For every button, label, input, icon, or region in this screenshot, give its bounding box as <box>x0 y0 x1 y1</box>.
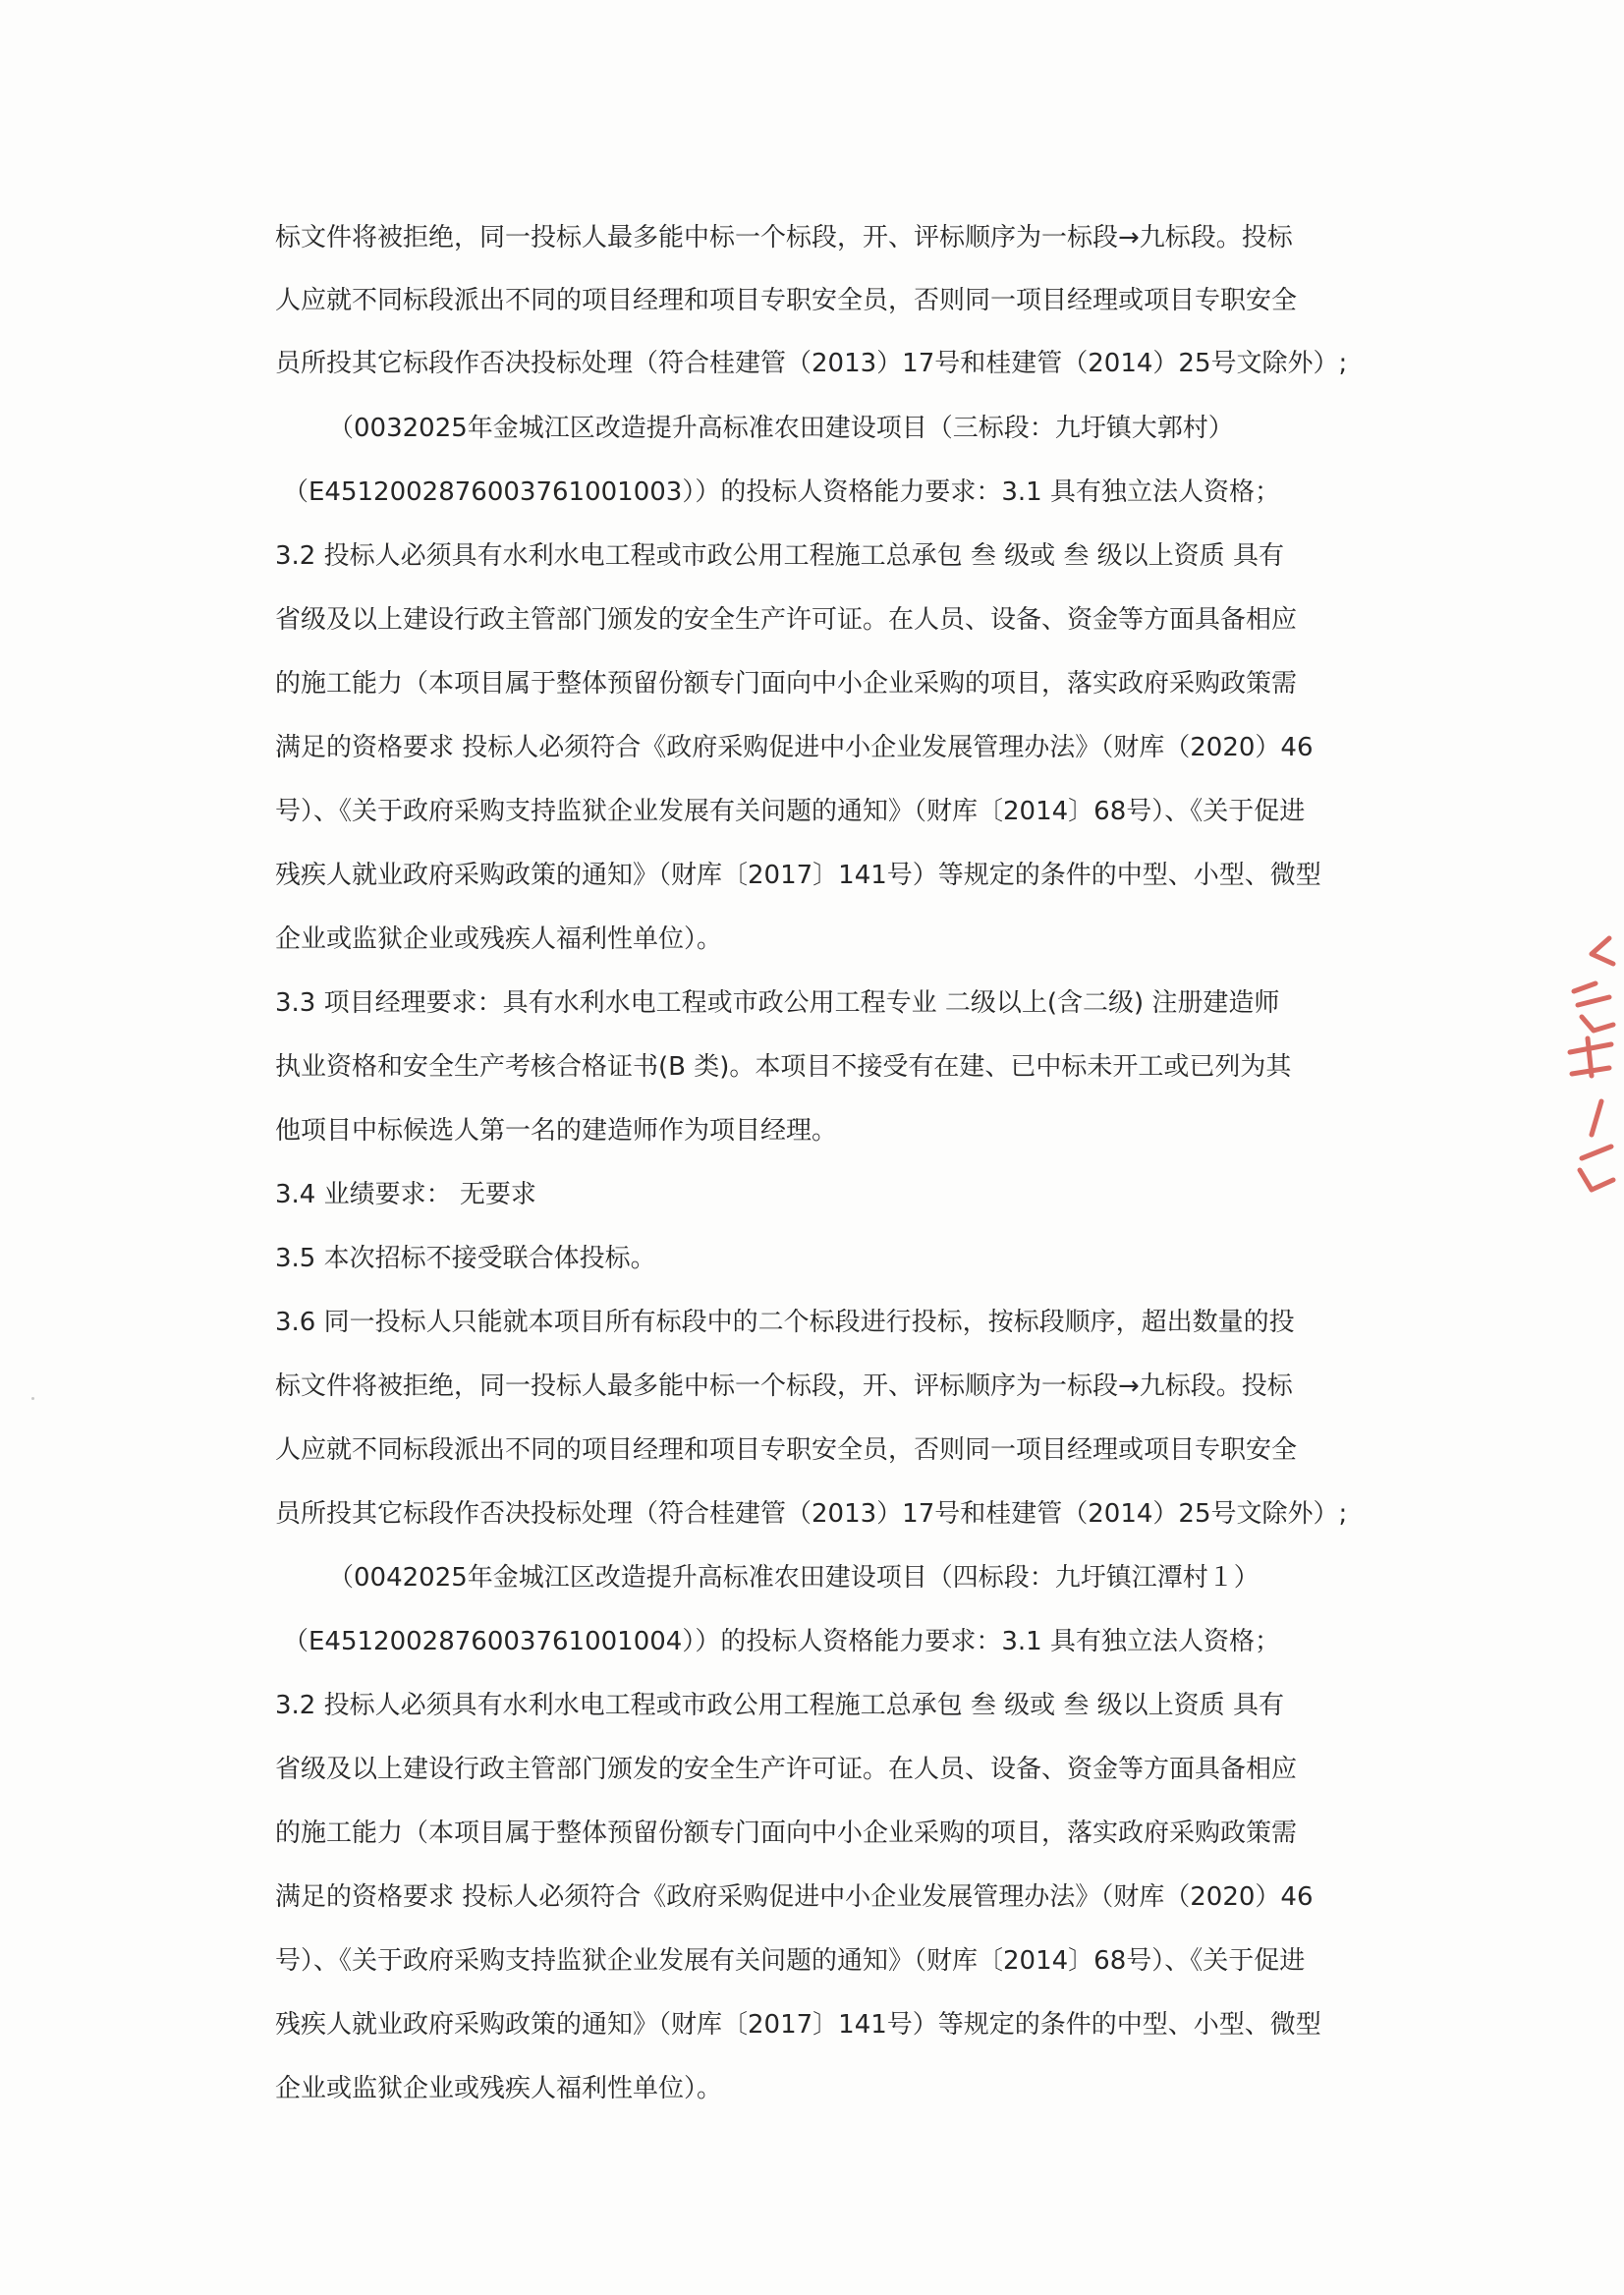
body-line-19: 标文件将被拒绝，同一投标人最多能中标一个标段，开、评标顺序为一标段→九标段。投标 <box>275 1371 1293 1401</box>
body-line-24: 3.2 投标人必须具有水利水电工程或市政公用工程施工总承包 叁 级或 叁 级以上资质 具有 <box>275 1691 1284 1720</box>
body-line-8: 的施工能力（本项目属于整体预留份额专门面向中小企业采购的项目，落实政府采购政策需 <box>275 669 1298 699</box>
body-line-29: 残疾人就业政府采购政策的通知》（财库〔2017〕141号）等规定的条件的中型、小型、微型 <box>275 2010 1321 2040</box>
body-line-7: 省级及以上建设行政主管部门颁发的安全生产许可证。在人员、设备、资金等方面具备相应 <box>275 605 1298 635</box>
lot-4-code-line: （E4512002876003761001004））的投标人资格能力要求：3.1 具有独立法人资格； <box>283 1627 1280 1656</box>
body-line-30: 企业或监狱企业或残疾人福利性单位）。 <box>275 2074 723 2103</box>
body-line-17: 3.5 本次招标不接受联合体投标。 <box>275 1244 656 1273</box>
body-line-10: 号）、《关于政府采购支持监狱企业发展有关问题的通知》（财库〔2014〕68号）、《关于促进 <box>275 797 1306 826</box>
section-heading-lot-3: （0032025年金城江区改造提升高标准农田建设项目（三标段：九圩镇大郭村） <box>328 414 1234 443</box>
body-line-28: 号）、《关于政府采购支持监狱企业发展有关问题的通知》（财库〔2014〕68号）、《关于促进 <box>275 1946 1306 1976</box>
body-line-12: 企业或监狱企业或残疾人福利性单位）。 <box>275 924 723 954</box>
body-line-26: 的施工能力（本项目属于整体预留份额专门面向中小企业采购的项目，落实政府采购政策需 <box>275 1819 1298 1848</box>
section-heading-lot-4: （0042025年金城江区改造提升高标准农田建设项目（四标段：九圩镇江潭村１） <box>328 1563 1260 1593</box>
body-line-18: 3.6 同一投标人只能就本项目所有标段中的二个标段进行投标，按标段顺序，超出数量的投 <box>275 1308 1295 1337</box>
body-line-6: 3.2 投标人必须具有水利水电工程或市政公用工程施工总承包 叁 级或 叁 级以上资质 具有 <box>275 541 1284 571</box>
body-line-11: 残疾人就业政府采购政策的通知》（财库〔2017〕141号）等规定的条件的中型、小型、微型 <box>275 861 1321 890</box>
body-line-2: 人应就不同标段派出不同的项目经理和项目专职安全员，否则同一项目经理或项目专职安全 <box>275 286 1298 315</box>
partial-seal-stamp <box>1552 928 1617 1203</box>
body-line-13: 3.3 项目经理要求：具有水利水电工程或市政公用工程专业 二级以上(含二级) 注册建造师 <box>275 988 1280 1018</box>
body-line-3: 员所投其它标段作否决投标处理（符合桂建管（2013）17号和桂建管（2014）25号文除外）; <box>275 349 1348 378</box>
body-line-25: 省级及以上建设行政主管部门颁发的安全生产许可证。在人员、设备、资金等方面具备相应 <box>275 1755 1298 1784</box>
body-line-21: 员所投其它标段作否决投标处理（符合桂建管（2013）17号和桂建管（2014）25号文除外）; <box>275 1499 1348 1529</box>
body-line-27: 满足的资格要求 投标人必须符合《政府采购促进中小企业发展管理办法》（财库（2020）46 <box>275 1882 1314 1912</box>
body-line-1: 标文件将被拒绝，同一投标人最多能中标一个标段，开、评标顺序为一标段→九标段。投标 <box>275 223 1293 252</box>
body-line-9: 满足的资格要求 投标人必须符合《政府采购促进中小企业发展管理办法》（财库（2020）46 <box>275 733 1314 762</box>
body-line-20: 人应就不同标段派出不同的项目经理和项目专职安全员，否则同一项目经理或项目专职安全 <box>275 1435 1298 1465</box>
body-line-16: 3.4 业绩要求： 无要求 <box>275 1180 536 1209</box>
lot-3-code-line: （E4512002876003761001003））的投标人资格能力要求：3.1 具有独立法人资格； <box>283 477 1280 507</box>
scan-speck <box>31 1397 34 1400</box>
body-line-15: 他项目中标候选人第一名的建造师作为项目经理。 <box>275 1116 838 1146</box>
body-line-14: 执业资格和安全生产考核合格证书(B 类)。本项目不接受有在建、已中标未开工或已列为其 <box>275 1052 1292 1082</box>
